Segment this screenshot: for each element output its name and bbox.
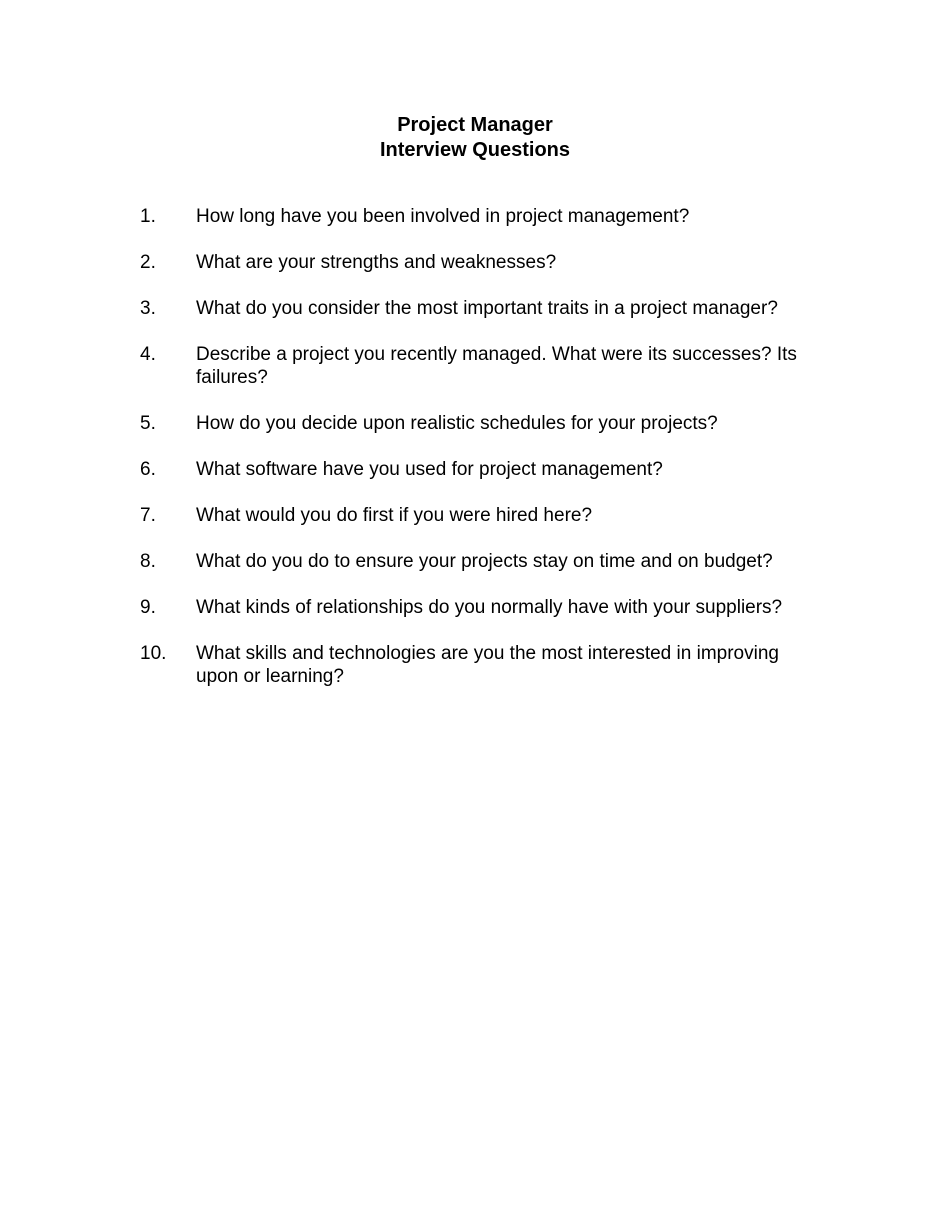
question-text: Describe a project you recently managed. What were its successes? Its failures? xyxy=(196,344,797,388)
list-item xyxy=(140,205,820,228)
title-line-2: Interview Questions xyxy=(379,139,571,161)
list-item xyxy=(140,504,820,527)
list-item xyxy=(140,412,820,435)
question-number: 2. xyxy=(140,252,156,273)
question-text: What software have you used for project management? xyxy=(196,459,663,480)
question-text: How do you decide upon realistic schedules for your projects? xyxy=(196,413,718,434)
question-number: 1. xyxy=(140,206,156,227)
question-text: What do you do to ensure your projects stay on time and on budget? xyxy=(196,551,773,572)
list-item xyxy=(140,251,820,274)
question-number: 10. xyxy=(140,643,167,664)
question-number: 3. xyxy=(140,298,156,319)
question-text: What kinds of relationships do you normally have with your suppliers? xyxy=(196,597,783,618)
list-item xyxy=(140,550,820,573)
question-text: How long have you been involved in project management? xyxy=(196,206,690,227)
question-number: 4. xyxy=(140,344,156,365)
question-number: 9. xyxy=(140,597,156,618)
list-item xyxy=(140,297,820,320)
question-text: What skills and technologies are you the most interested in improving upon or learning? xyxy=(196,643,779,687)
question-number: 7. xyxy=(140,505,156,526)
question-list xyxy=(140,205,820,711)
question-number: 6. xyxy=(140,459,156,480)
document-title xyxy=(0,113,950,163)
question-text: What would you do first if you were hired here? xyxy=(196,505,593,526)
list-item xyxy=(140,458,820,481)
title-line-1: Project Manager xyxy=(397,114,553,136)
question-text: What are your strengths and weaknesses? xyxy=(196,252,557,273)
question-text: What do you consider the most important traits in a project manager? xyxy=(196,298,778,319)
list-item xyxy=(140,343,820,389)
list-item xyxy=(140,596,820,619)
list-item xyxy=(140,642,820,688)
question-number: 8. xyxy=(140,551,156,572)
question-number: 5. xyxy=(140,413,156,434)
